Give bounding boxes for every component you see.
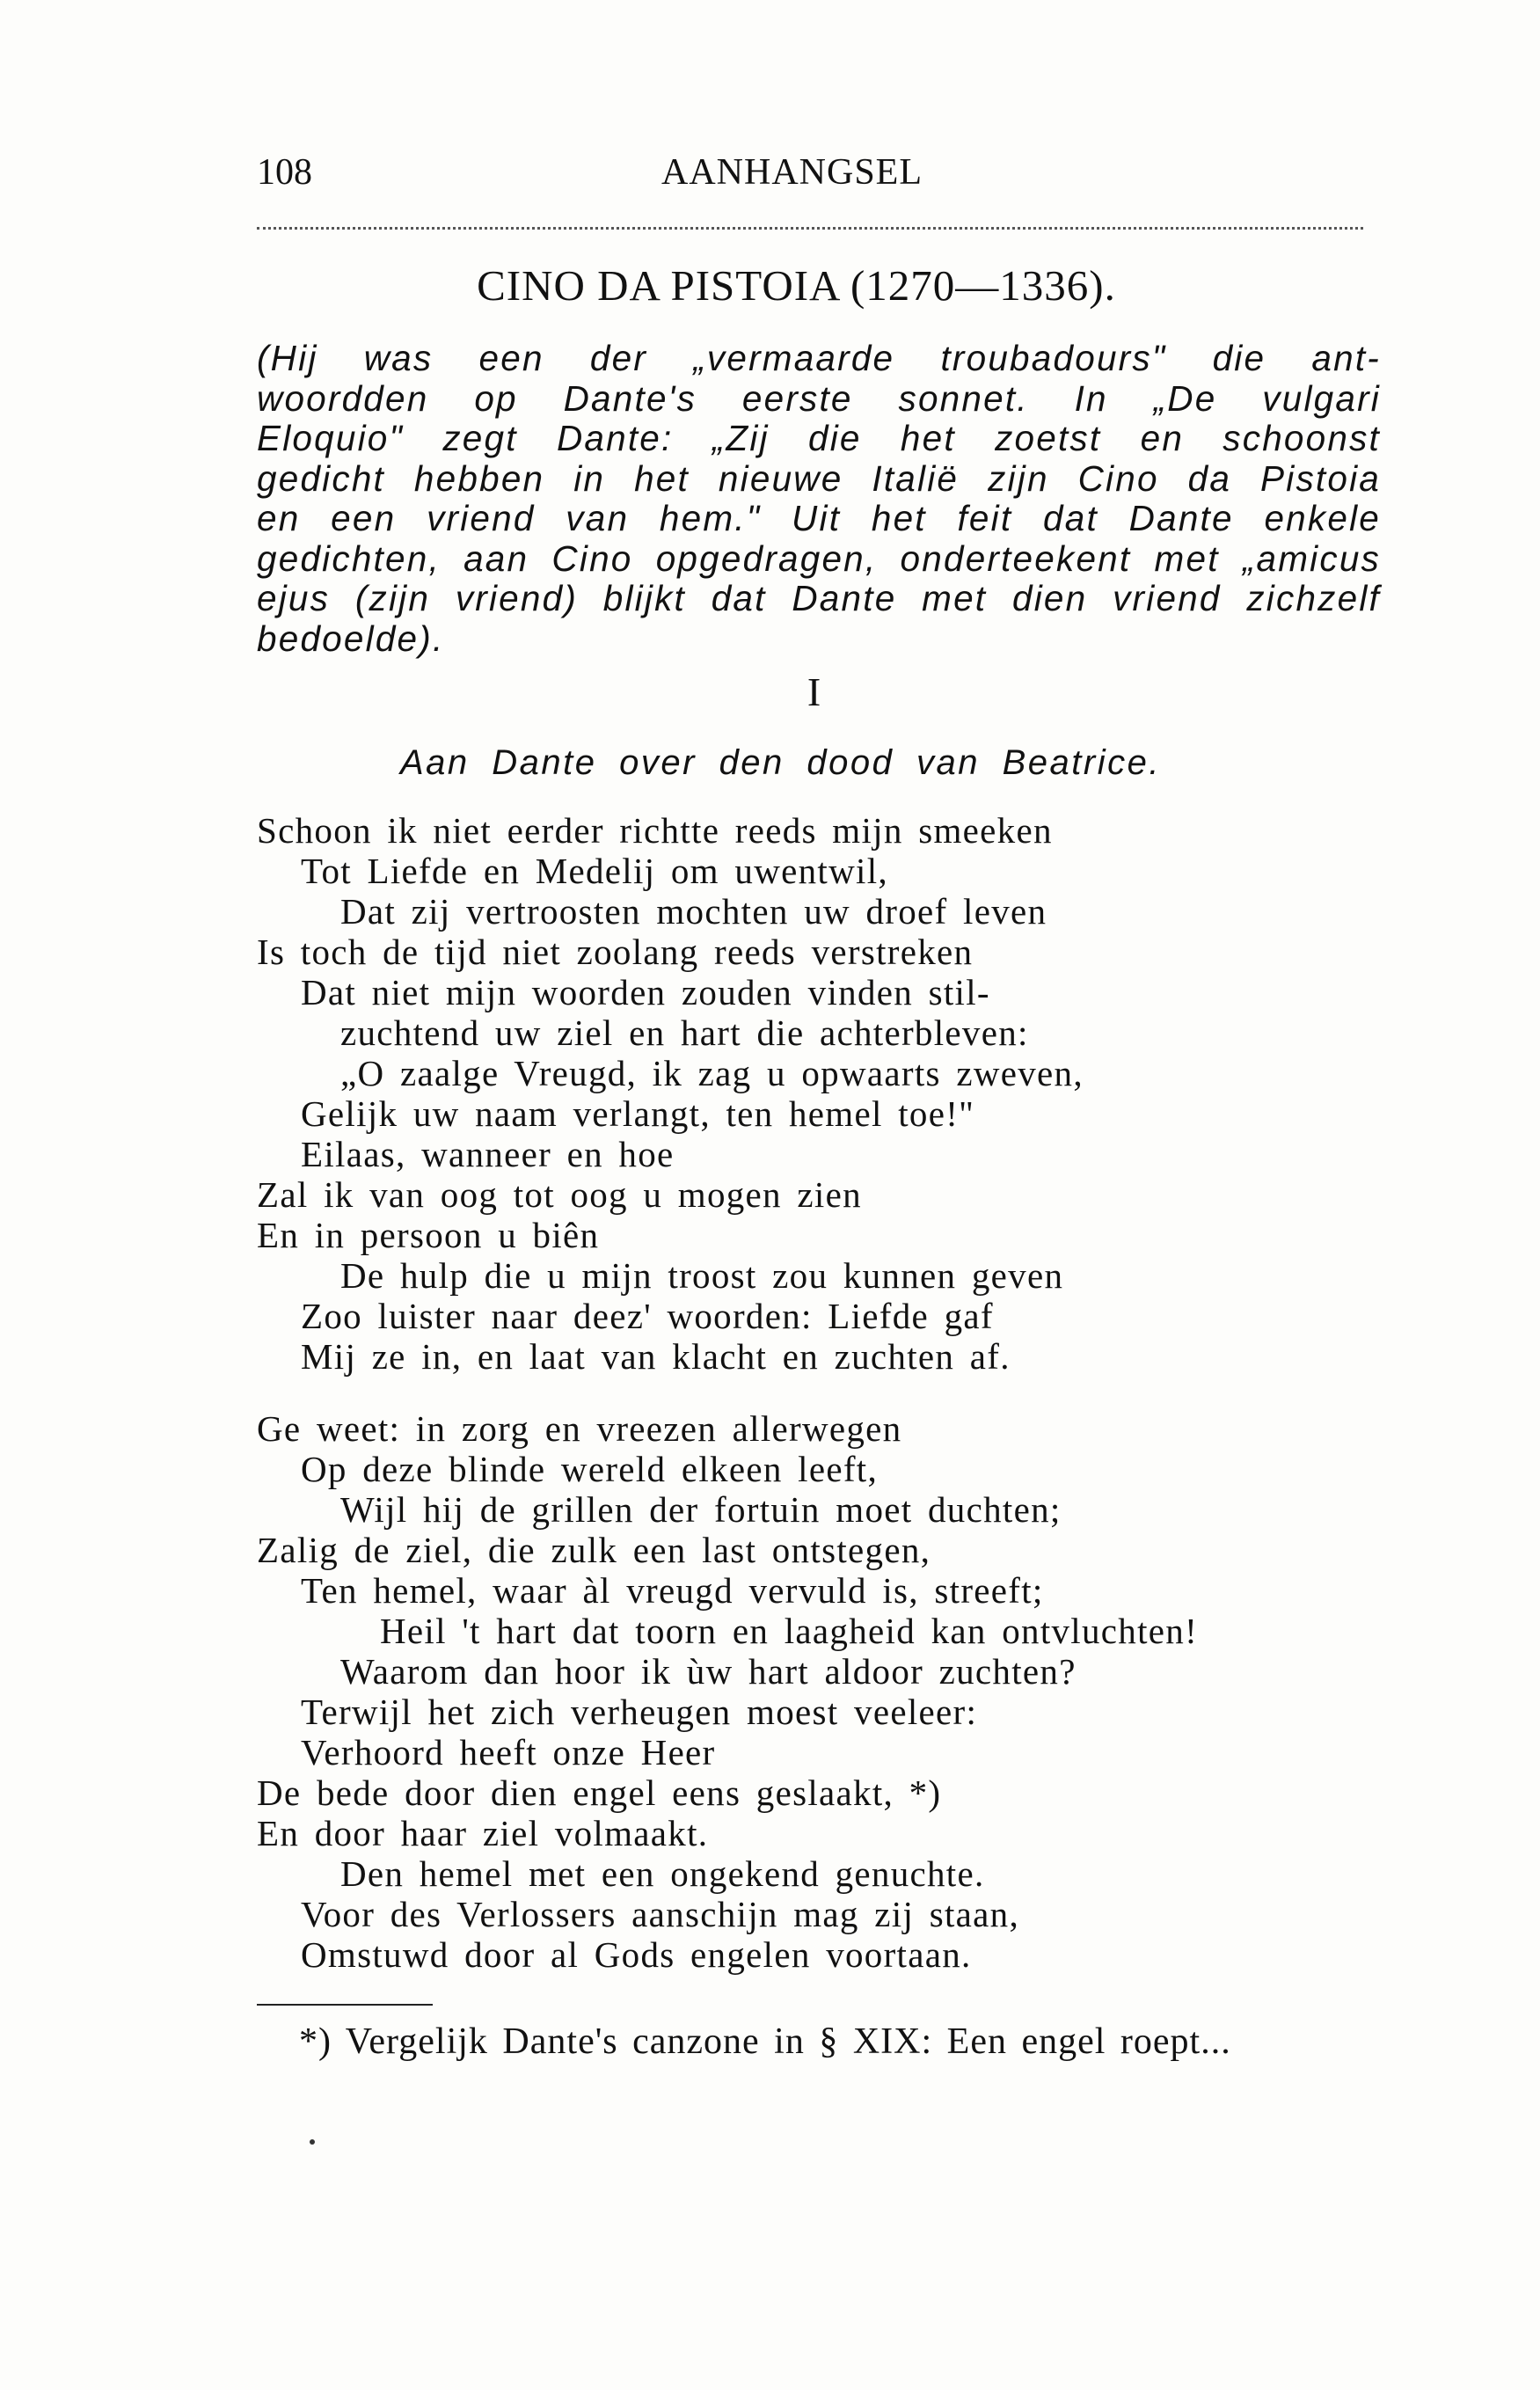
page-header	[257, 151, 1365, 204]
verse-line: Eilaas, wanneer en hoe	[301, 1134, 675, 1174]
intro-line: gedichten, aan Cino opgedragen, onderteekent met „amicus	[257, 537, 1381, 579]
header-dotted-rule	[257, 227, 1363, 230]
verse-line: Terwijl het zich verheugen moest veeleer:	[301, 1692, 978, 1732]
verse-line: Op deze blinde wereld elkeen leeft,	[301, 1449, 879, 1489]
verse-line: Den hemel met een ongekend genuchte.	[340, 1853, 985, 1894]
section-title	[0, 260, 1540, 311]
verse-line: Is toch de tijd niet zoolang reeds verstreken	[257, 932, 974, 972]
intro-line: gedicht hebben in het nieuwe Italië zijn Cino da Pistoia	[257, 457, 1381, 499]
verse-line: Omstuwd door al Gods engelen voortaan.	[301, 1934, 972, 1975]
verse-line: Schoon ik niet eerder richtte reeds mijn smeeken	[257, 810, 1053, 851]
verse-line: De bede door dien engel eens geslaakt, *)	[257, 1772, 942, 1813]
verse-line: Zalig de ziel, die zulk een last ontstegen,	[257, 1530, 931, 1570]
verse-line: Verhoord heeft onze Heer	[301, 1732, 716, 1772]
verse-line: Tot Liefde en Medelij om uwentwil,	[301, 851, 888, 891]
intro-line: Eloquio" zegt Dante: „Zij die het zoetst en schoonst	[257, 418, 1381, 458]
page-number: 108	[257, 152, 312, 193]
section-title-text: CINO DA PISTOIA (1270—1336).	[477, 261, 1116, 310]
verse-line: En door haar ziel volmaakt.	[257, 1813, 709, 1853]
verse-line: Zoo luister naar deez' woorden: Liefde gaf	[301, 1296, 994, 1336]
verse-line: Voor des Verlossers aanschijn mag zij staan,	[301, 1894, 1020, 1934]
verse-line: Gelijk uw naam verlangt, ten hemel toe!"	[301, 1093, 975, 1134]
running-head: AANHANGSEL	[661, 152, 923, 193]
verse-line: Dat niet mijn woorden zouden vinden stil-	[301, 972, 990, 1012]
verse-line: Zal ik van oog tot oog u mogen zien	[257, 1174, 862, 1215]
intro-line: woordden op Dante's eerste sonnet. In „De vulgari	[257, 377, 1381, 419]
poem-subtitle: Aan Dante over den dood van Beatrice.	[400, 743, 1161, 782]
verse-line: Dat zij vertroosten mochten uw droef leven	[340, 891, 1047, 932]
verse-line: zuchtend uw ziel en hart die achterbleven:	[340, 1012, 1029, 1053]
verse-line: Ten hemel, waar àl vreugd vervuld is, streeft;	[301, 1570, 1044, 1611]
intro-line: (Hij was een der „vermaarde troubadours" die ant-	[257, 338, 1381, 378]
intro-line: en een vriend van hem." Uit het feit dat Dante enkele	[257, 498, 1381, 538]
intro-line: ejus (zijn vriend) blijkt dat Dante met dien vriend zichzelf	[257, 578, 1381, 618]
verse-line: De hulp die u mijn troost zou kunnen geven	[340, 1255, 1064, 1296]
verse-line: Ge weet: in zorg en vreezen allerwegen	[257, 1408, 902, 1449]
verse-line: En in persoon u biên	[257, 1215, 600, 1255]
verse-line: Heil 't hart dat toorn en laagheid kan ontvluchten!	[380, 1611, 1199, 1651]
verse-line: Mij ze in, en laat van klacht en zuchten af.	[301, 1336, 1011, 1377]
print-speck	[310, 2139, 315, 2145]
footnote-rule	[257, 2004, 433, 2006]
verse-line: „O zaalge Vreugd, ik zag u opwaarts zweven,	[340, 1053, 1084, 1093]
poem-numeral	[0, 669, 1540, 715]
verse-line: Wijl hij de grillen der fortuin moet duchten;	[340, 1489, 1062, 1530]
intro-line: bedoelde).	[257, 618, 445, 659]
intro-paragraph	[257, 339, 1381, 659]
poem-numeral-text: I	[806, 669, 821, 714]
verse-line: Waarom dan hoor ik ùw hart aldoor zuchten?	[340, 1651, 1077, 1692]
footnote: *) Vergelijk Dante's canzone in § XIX: Een engel roept...	[299, 2021, 1231, 2062]
